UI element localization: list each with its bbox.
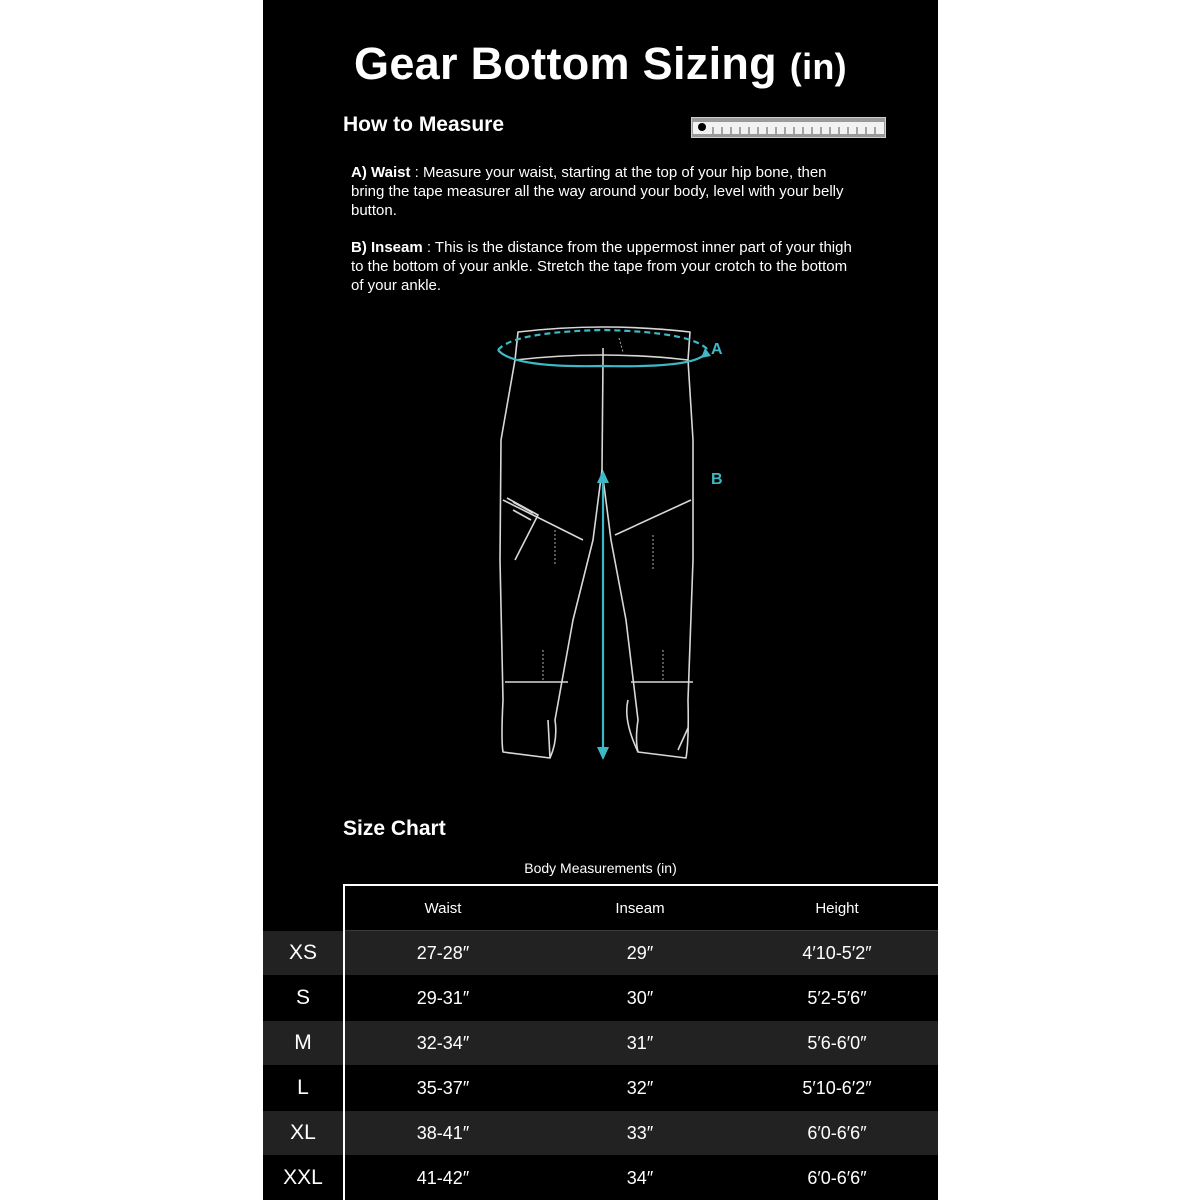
column-header-height: Height [815, 900, 859, 917]
waist-instructions [351, 163, 861, 220]
column-header-inseam: Inseam [615, 900, 665, 917]
inseam-value: 29″ [626, 943, 654, 963]
height-value: 5′6-6′0″ [807, 1033, 867, 1053]
inseam-text: : This is the distance from the uppermost inner part of your thigh to the bottom of your ankle. Stretch the tape from your crotch to the bottom of your ankle. [351, 239, 852, 294]
waist-value: 35-37″ [416, 1078, 470, 1098]
table-row [263, 976, 938, 1020]
waist-value: 41-42″ [416, 1168, 470, 1188]
size-label: S [295, 986, 310, 1009]
row-divider [343, 930, 938, 931]
waist-label: A) Waist [351, 164, 411, 181]
diagram-label-a: A [711, 341, 723, 358]
size-label: XXL [283, 1166, 323, 1189]
waist-value: 38-41″ [416, 1123, 470, 1143]
sizing-panel [263, 0, 938, 1200]
inseam-instructions [351, 238, 861, 295]
waist-value: 27-28″ [416, 943, 470, 963]
table-row [263, 1066, 938, 1110]
inseam-value: 32″ [626, 1078, 654, 1098]
pants-diagram [483, 320, 743, 770]
title-main: Gear Bottom Sizing [354, 38, 777, 89]
height-value: 6′0-6′6″ [807, 1168, 867, 1188]
height-value: 5′2-5′6″ [807, 988, 867, 1008]
size-label: XS [288, 941, 317, 964]
page-title [263, 38, 938, 90]
size-label: XL [290, 1121, 316, 1144]
size-label: M [294, 1031, 312, 1054]
column-header-waist: Waist [424, 900, 462, 917]
waist-text: : Measure your waist, starting at the top of your hip bone, then bring the tape measurer all the way around your body, level with your belly button. [351, 164, 844, 219]
table-caption: Body Measurements (in) [524, 860, 677, 876]
size-label: L [297, 1076, 309, 1099]
table-row [263, 1156, 938, 1200]
table-row [263, 1111, 938, 1155]
inseam-value: 31″ [626, 1033, 654, 1053]
table-row [263, 1021, 938, 1065]
size-chart-heading: Size Chart [343, 817, 446, 840]
height-value: 4′10-5′2″ [802, 943, 872, 963]
inseam-value: 30″ [626, 988, 654, 1008]
title-unit: (in) [789, 46, 847, 87]
waist-value: 29-31″ [416, 988, 470, 1008]
waist-value: 32-34″ [416, 1033, 470, 1053]
inseam-value: 34″ [626, 1168, 654, 1188]
table-row [263, 931, 938, 975]
height-value: 6′0-6′6″ [807, 1123, 867, 1143]
table-left-border [343, 884, 345, 1200]
diagram-label-b: B [711, 471, 723, 488]
how-to-measure-heading: How to Measure [343, 113, 505, 136]
height-value: 5′10-6′2″ [802, 1078, 872, 1098]
ruler-icon [691, 117, 886, 138]
inseam-label: B) Inseam [351, 239, 423, 256]
table-top-border [343, 884, 938, 886]
inseam-value: 33″ [626, 1123, 654, 1143]
